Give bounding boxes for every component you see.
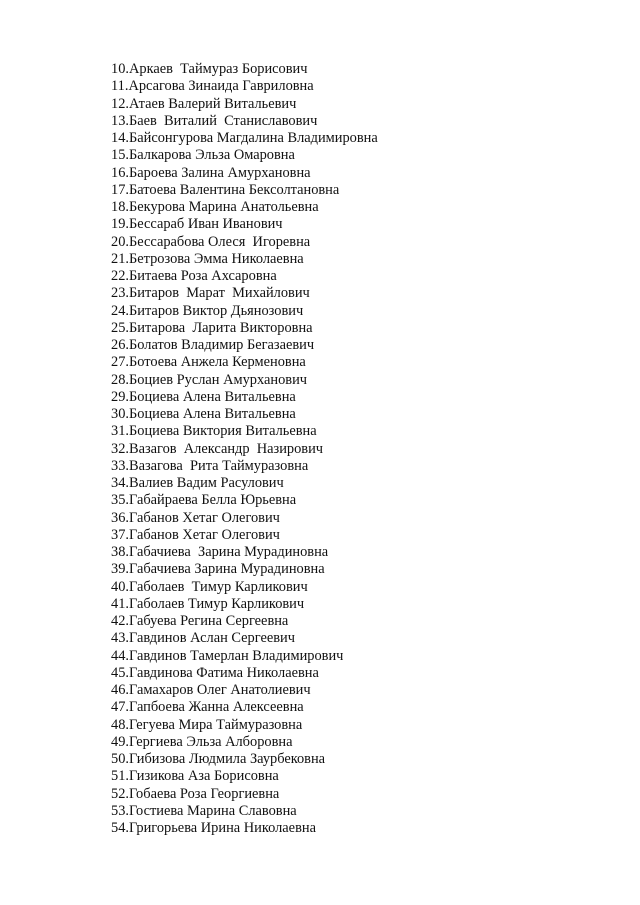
entry-separator: .	[125, 561, 129, 578]
entry-number: 13	[111, 112, 126, 129]
list-item	[111, 216, 378, 233]
list-item	[111, 596, 378, 613]
entry-number: 12	[111, 95, 126, 112]
entry-name: Габолаев Тимур Карликович	[129, 595, 305, 612]
entry-number: 17	[111, 181, 126, 198]
entry-number: 22	[111, 268, 126, 284]
list-item	[111, 251, 378, 268]
entry-number: 24	[111, 302, 126, 319]
entry-number: 38	[111, 544, 126, 560]
list-item	[111, 544, 378, 561]
list-item	[111, 389, 378, 406]
list-item	[111, 768, 378, 785]
entry-number: 52	[111, 785, 126, 802]
entry-separator: .	[125, 544, 129, 560]
entry-name: Гизикова Аза Борисовна	[129, 768, 279, 785]
list-item	[111, 475, 378, 492]
entry-name: Гавдинов Аслан Сергеевич	[129, 630, 295, 647]
entry-separator: .	[125, 112, 129, 129]
entry-number: 32	[111, 440, 126, 457]
entry-separator: .	[125, 319, 129, 336]
entry-separator: .	[125, 285, 129, 302]
entry-number: 54	[111, 820, 126, 836]
name-list	[111, 61, 378, 837]
entry-separator: .	[125, 526, 129, 543]
entry-name: Гибизова Людмила Заурбековна	[129, 751, 326, 767]
entry-name: Боциев Руслан Амурханович	[129, 371, 308, 388]
entry-separator: .	[125, 406, 129, 422]
entry-name: Гостиева Марина Славовна	[129, 802, 297, 819]
entry-number: 43	[111, 630, 126, 647]
entry-separator: .	[125, 785, 129, 802]
list-item	[111, 734, 378, 751]
entry-name: Габолаев Тимур Карликович	[129, 578, 308, 595]
list-item	[111, 96, 378, 113]
entry-name: Бароева Залина Амурхановна	[129, 164, 311, 181]
entry-name: Габанов Хетаг Олегович	[129, 526, 280, 543]
list-item	[111, 320, 378, 337]
entry-separator: .	[125, 457, 129, 474]
entry-name: Гегуева Мира Таймуразовна	[129, 716, 303, 733]
entry-number: 14	[111, 130, 126, 146]
entry-name: Вазагова Рита Таймуразовна	[129, 457, 309, 474]
entry-name: Бессарабова Олеся Игоревна	[129, 233, 311, 250]
entry-name: Гергиева Эльза Алборовна	[129, 733, 293, 750]
entry-name: Битарова Ларита Викторовна	[129, 319, 313, 336]
list-item	[111, 510, 378, 527]
entry-number: 50	[111, 751, 126, 767]
list-item	[111, 682, 378, 699]
list-item	[111, 354, 378, 371]
entry-separator: .	[125, 337, 129, 353]
entry-name: Боциева Алена Витальевна	[129, 388, 296, 405]
entry-separator: .	[125, 802, 129, 819]
entry-number: 23	[111, 285, 126, 302]
entry-separator: .	[125, 578, 129, 595]
list-item	[111, 786, 378, 803]
entry-separator: .	[125, 440, 129, 457]
entry-separator: .	[125, 682, 129, 698]
list-item	[111, 285, 378, 302]
entry-name: Григорьева Ирина Николаевна	[129, 820, 316, 836]
entry-name: Бессараб Иван Иванович	[129, 216, 283, 233]
list-item	[111, 803, 378, 820]
entry-separator: .	[125, 613, 129, 629]
entry-number: 49	[111, 733, 126, 750]
entry-number: 35	[111, 492, 126, 509]
entry-number: 30	[111, 406, 126, 422]
list-item	[111, 630, 378, 647]
entry-name: Бекурова Марина Анатольевна	[129, 199, 319, 215]
entry-number: 19	[111, 216, 126, 233]
entry-number: 11	[111, 78, 125, 95]
list-item	[111, 751, 378, 768]
entry-separator: .	[125, 181, 129, 198]
entry-number: 31	[111, 423, 126, 440]
entry-number: 26	[111, 337, 126, 353]
list-item	[111, 699, 378, 716]
entry-name: Габайраева Белла Юрьевна	[129, 492, 297, 509]
list-item	[111, 423, 378, 440]
entry-name: Болатов Владимир Бегазаевич	[129, 337, 315, 353]
entry-number: 10	[111, 61, 126, 77]
list-item	[111, 561, 378, 578]
entry-separator: .	[125, 475, 129, 491]
entry-number: 18	[111, 199, 126, 215]
list-item	[111, 406, 378, 423]
entry-name: Габачиева Зарина Мурадиновна	[129, 561, 325, 578]
entry-separator: .	[125, 716, 129, 733]
entry-separator: .	[125, 354, 129, 371]
entry-separator: .	[125, 647, 129, 664]
entry-number: 48	[111, 716, 126, 733]
entry-separator: .	[125, 216, 129, 233]
list-item	[111, 78, 378, 95]
entry-separator: .	[125, 492, 129, 509]
entry-separator: .	[125, 268, 129, 284]
entry-name: Габачиева Зарина Мурадиновна	[129, 544, 329, 560]
entry-separator: .	[125, 733, 129, 750]
entry-separator: .	[125, 630, 129, 647]
list-item	[111, 665, 378, 682]
list-item	[111, 717, 378, 734]
list-item	[111, 579, 378, 596]
entry-name: Гапбоева Жанна Алексеевна	[129, 699, 304, 716]
entry-separator: .	[125, 95, 129, 112]
entry-name: Балкарова Эльза Омаровна	[129, 147, 295, 164]
entry-name: Гамахаров Олег Анатолиевич	[129, 682, 311, 698]
entry-number: 27	[111, 354, 126, 371]
entry-number: 15	[111, 147, 126, 164]
entry-name: Битаров Марат Михайлович	[129, 285, 310, 302]
list-item	[111, 613, 378, 630]
entry-separator: .	[125, 768, 129, 785]
entry-number: 16	[111, 164, 126, 181]
entry-number: 37	[111, 526, 126, 543]
entry-name: Битаров Виктор Дьянозович	[129, 302, 304, 319]
entry-number: 46	[111, 682, 126, 698]
list-item	[111, 458, 378, 475]
entry-name: Ботоева Анжела Керменовна	[129, 354, 306, 371]
entry-separator: .	[125, 388, 129, 405]
list-item	[111, 303, 378, 320]
list-item	[111, 441, 378, 458]
entry-number: 47	[111, 699, 126, 716]
entry-separator: .	[125, 302, 129, 319]
entry-number: 41	[111, 595, 126, 612]
entry-name: Батоева Валентина Бексолтановна	[129, 181, 340, 198]
entry-separator: .	[125, 61, 129, 77]
entry-separator: .	[125, 371, 129, 388]
entry-name: Бетрозова Эмма Николаевна	[129, 250, 304, 267]
entry-separator: .	[125, 699, 129, 716]
list-item	[111, 182, 378, 199]
entry-separator: .	[125, 233, 129, 250]
entry-number: 51	[111, 768, 126, 785]
list-item	[111, 820, 378, 837]
entry-name: Боциева Алена Витальевна	[129, 406, 296, 422]
list-item	[111, 113, 378, 130]
entry-separator: .	[125, 250, 129, 267]
list-item	[111, 165, 378, 182]
list-item	[111, 527, 378, 544]
entry-number: 28	[111, 371, 126, 388]
entry-separator: .	[124, 78, 129, 95]
entry-name: Баев Виталий Станиславович	[129, 112, 318, 129]
entry-name: Вазагов Александр Назирович	[129, 440, 324, 457]
entry-name: Битаева Роза Ахсаровна	[129, 268, 277, 284]
entry-separator: .	[125, 509, 129, 526]
list-item	[111, 372, 378, 389]
entry-separator: .	[125, 820, 129, 836]
entry-name: Аркаев Таймураз Борисович	[129, 61, 308, 77]
list-item	[111, 234, 378, 251]
entry-number: 39	[111, 561, 126, 578]
entry-name: Габанов Хетаг Олегович	[129, 509, 280, 526]
entry-name: Байсонгурова Магдалина Владимировна	[129, 130, 378, 146]
list-item	[111, 130, 378, 147]
entry-number: 33	[111, 457, 126, 474]
entry-number: 34	[111, 475, 126, 491]
entry-number: 25	[111, 319, 126, 336]
list-item	[111, 147, 378, 164]
list-item	[111, 199, 378, 216]
entry-name: Гобаева Роза Георгиевна	[129, 785, 280, 802]
entry-name: Арсагова Зинаида Гавриловна	[128, 78, 314, 95]
list-item	[111, 337, 378, 354]
list-item	[111, 268, 378, 285]
entry-number: 21	[111, 250, 126, 267]
entry-separator: .	[125, 595, 129, 612]
entry-separator: .	[125, 130, 129, 146]
entry-separator: .	[125, 164, 129, 181]
entry-number: 42	[111, 613, 126, 629]
entry-number: 20	[111, 233, 126, 250]
entry-separator: .	[125, 664, 129, 681]
entry-number: 29	[111, 388, 126, 405]
entry-separator: .	[125, 199, 129, 215]
entry-name: Гавдинов Тамерлан Владимирович	[129, 647, 344, 664]
entry-separator: .	[125, 147, 129, 164]
entry-number: 40	[111, 578, 126, 595]
entry-number: 45	[111, 664, 126, 681]
entry-separator: .	[125, 751, 129, 767]
entry-name: Атаев Валерий Витальевич	[129, 95, 297, 112]
entry-separator: .	[125, 423, 129, 440]
list-item	[111, 61, 378, 78]
list-item	[111, 492, 378, 509]
entry-number: 44	[111, 647, 126, 664]
entry-name: Гавдинова Фатима Николаевна	[129, 664, 319, 681]
list-item	[111, 648, 378, 665]
entry-number: 36	[111, 509, 126, 526]
entry-name: Габуева Регина Сергеевна	[129, 613, 289, 629]
entry-number: 53	[111, 802, 126, 819]
entry-name: Боциева Виктория Витальевна	[129, 423, 317, 440]
entry-name: Валиев Вадим Расулович	[129, 475, 284, 491]
